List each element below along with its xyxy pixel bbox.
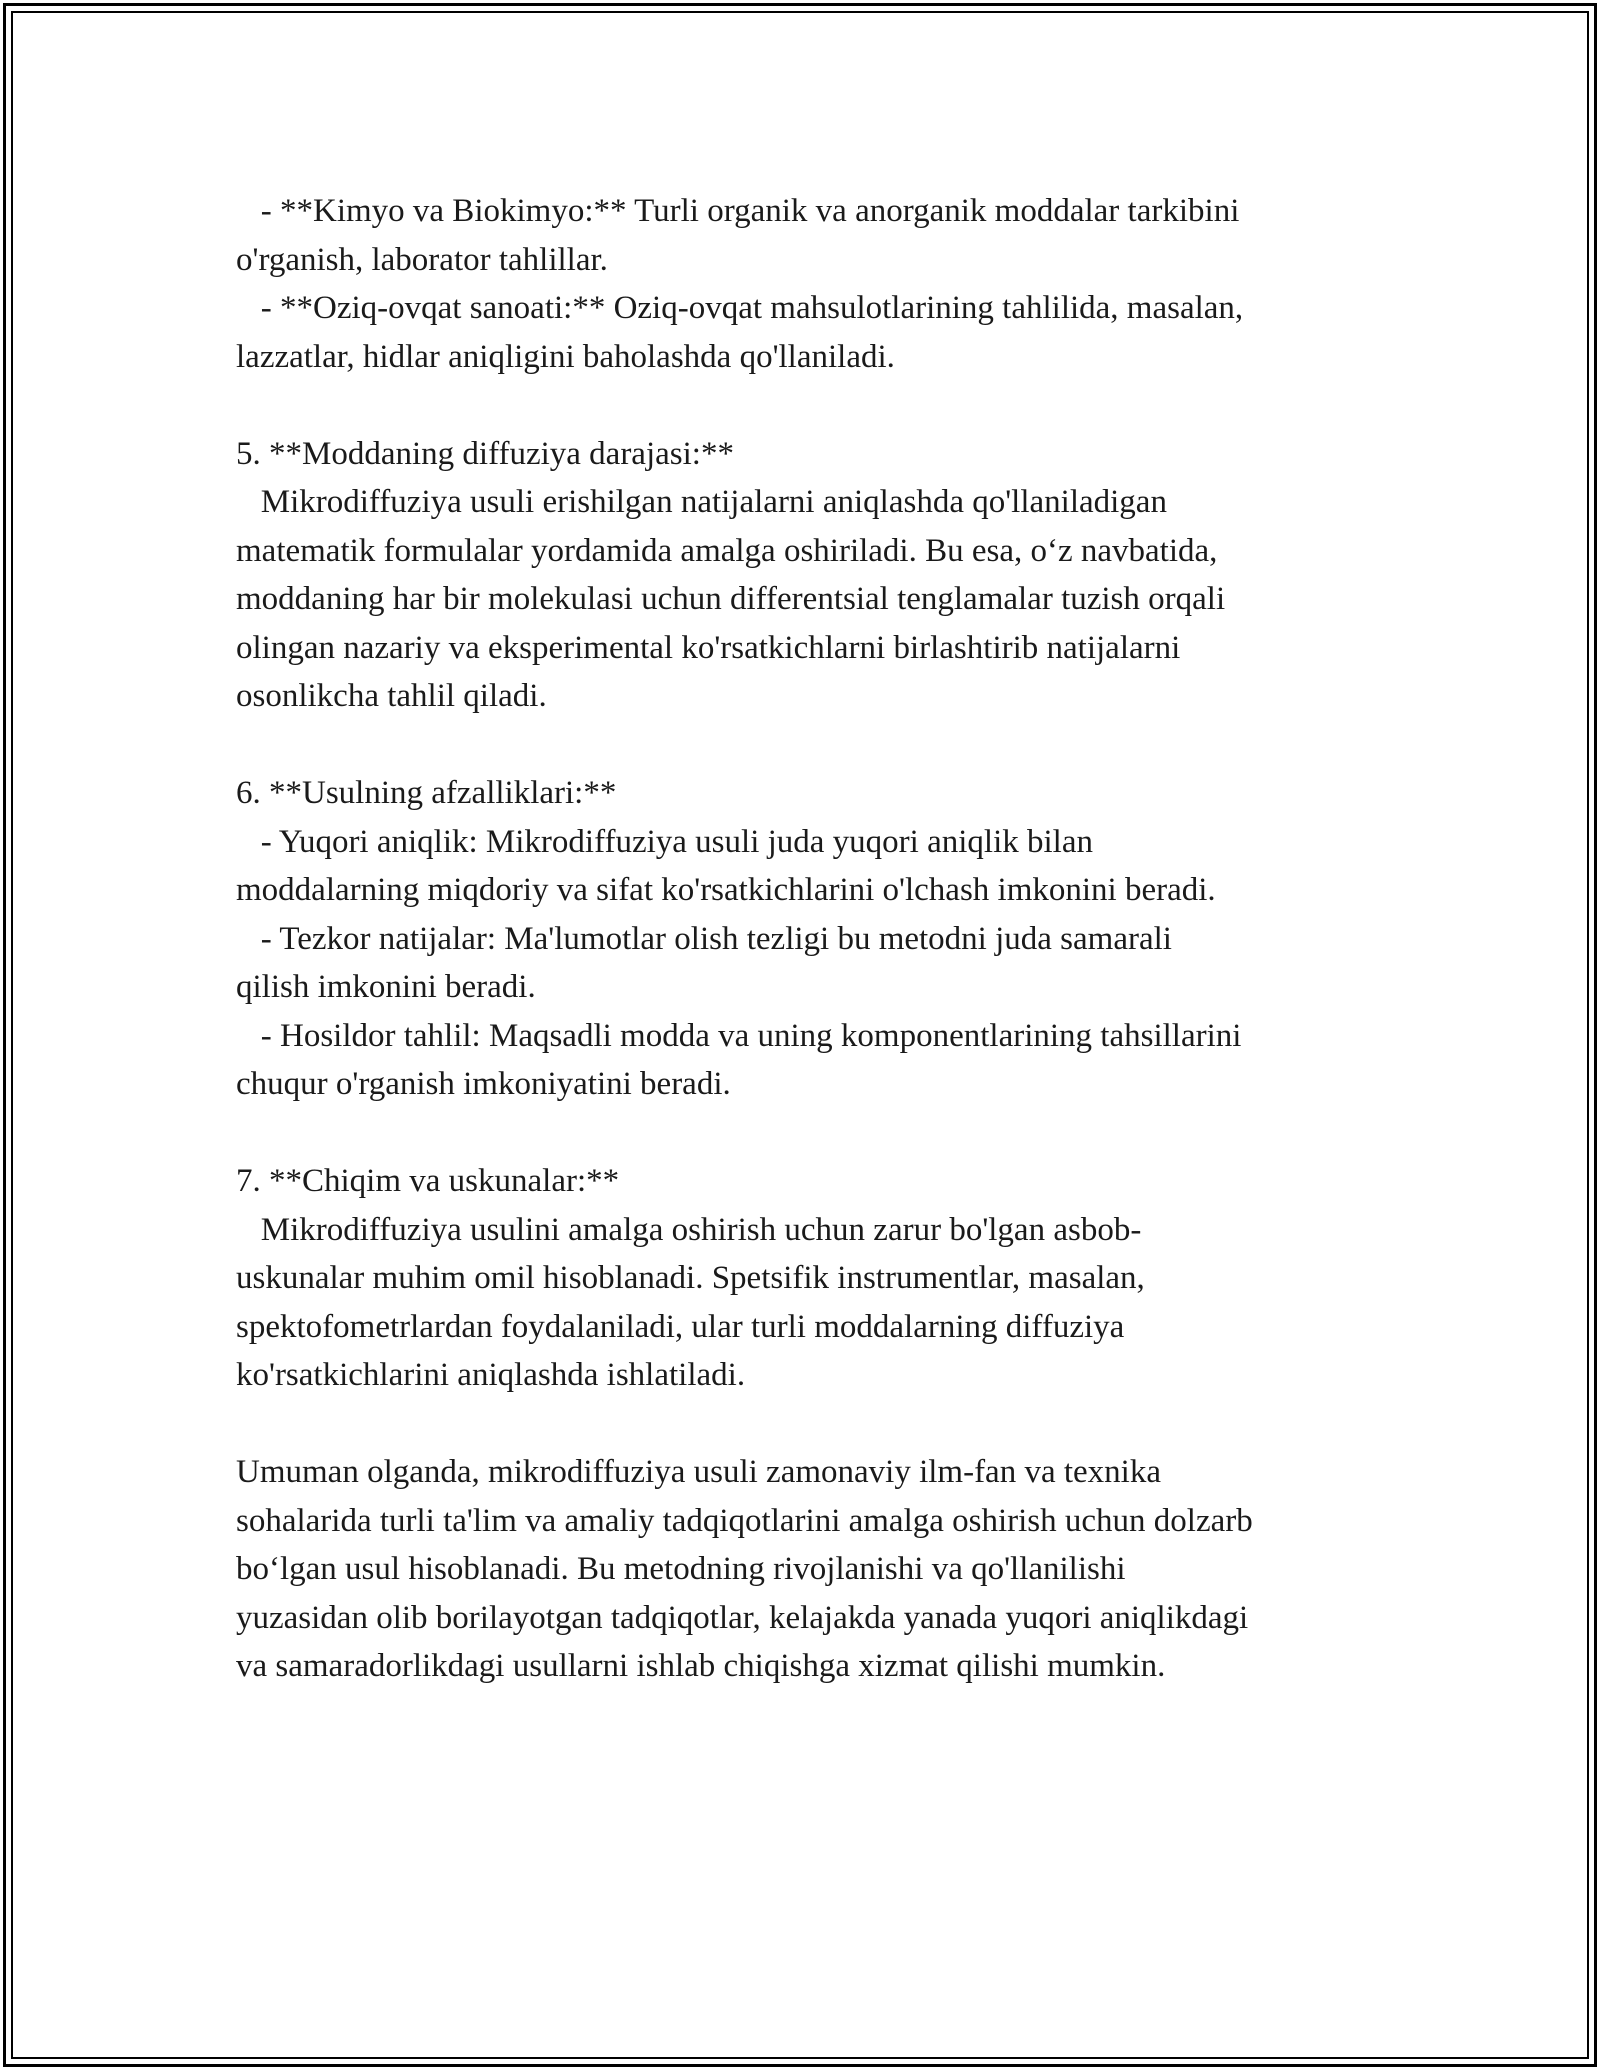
text-line: uskunalar muhim omil hisoblanadi. Spetsifik instrumentlar, masalan,	[236, 1260, 1145, 1296]
text-line: sohalarida turli ta'lim va amaliy tadqiqotlarini amalga oshirish uchun dolzarb	[236, 1502, 1253, 1539]
text-line: Mikrodiffuziya usulini amalga oshirish uchun zarur bo'lgan asbob-	[236, 1211, 1142, 1248]
text-line: - Hosildor tahlil: Maqsadli modda va uning komponentlarining tahsillarini	[236, 1017, 1242, 1054]
text-line: 7. **Chiqim va uskunalar:**	[236, 1163, 620, 1199]
text-line: bo‘lgan usul hisoblanadi. Bu metodning rivojlanishi va qo'llanilishi	[236, 1551, 1126, 1587]
blank-line	[236, 381, 1376, 430]
text-line: yuzasidan olib borilayotgan tadqiqotlar, kelajakda yanada yuqori aniqlikdagi	[236, 1599, 1249, 1636]
text-line: lazzatlar, hidlar aniqligini baholashda qo'llaniladi.	[236, 338, 895, 375]
text-line: Umuman olganda, mikrodiffuziya usuli zamonaviy ilm-fan va texnika	[236, 1454, 1161, 1490]
text-line: chuqur o'rganish imkoniyatini beradi.	[236, 1066, 731, 1102]
text-line: - **Oziq-ovqat sanoati:** Oziq-ovqat mahsulotlarining tahlilida, masalan,	[236, 290, 1244, 326]
text-line: matematik formulalar yordamida amalga oshiriladi. Bu esa, o‘z navbatida,	[236, 532, 1218, 569]
text-line: va samaradorlikdagi usullarni ishlab chiqishga xizmat qilishi mumkin.	[236, 1648, 1166, 1684]
text-line: moddaning har bir molekulasi uchun differentsial tenglamalar tuzish orqali	[236, 581, 1226, 617]
text-line: qilish imkonini beradi.	[236, 969, 536, 1005]
text-line: moddalarning miqdoriy va sifat ko'rsatkichlarini o'lchash imkonini beradi.	[236, 872, 1216, 908]
text-line: - **Kimyo va Biokimyo:** Turli organik va anorganik moddalar tarkibini	[236, 193, 1240, 229]
text-line: - Tezkor natijalar: Ma'lumotlar olish tezligi bu metodni juda samarali	[236, 920, 1172, 957]
document-body	[236, 187, 1376, 1691]
text-line: o'rganish, laborator tahlillar.	[236, 241, 608, 278]
text-line: spektofometrlardan foydalaniladi, ular turli moddalarning diffuziya	[236, 1308, 1125, 1345]
blank-line	[236, 721, 1376, 770]
text-line: 5. **Moddaning diffuziya darajasi:**	[236, 435, 734, 472]
blank-line	[236, 1109, 1376, 1158]
text-line: Mikrodiffuziya usuli erishilgan natijalarni aniqlashda qo'llaniladigan	[236, 484, 1167, 520]
text-line: osonlikcha tahlil qiladi.	[236, 678, 547, 714]
text-line: 6. **Usulning afzalliklari:**	[236, 775, 617, 811]
text-line: ko'rsatkichlarini aniqlashda ishlatiladi.	[236, 1357, 746, 1393]
text-line: olingan nazariy va eksperimental ko'rsatkichlarni birlashtirib natijalarni	[236, 629, 1181, 666]
text-line: - Yuqori aniqlik: Mikrodiffuziya usuli juda yuqori aniqlik bilan	[236, 823, 1093, 860]
blank-line	[236, 1400, 1376, 1449]
